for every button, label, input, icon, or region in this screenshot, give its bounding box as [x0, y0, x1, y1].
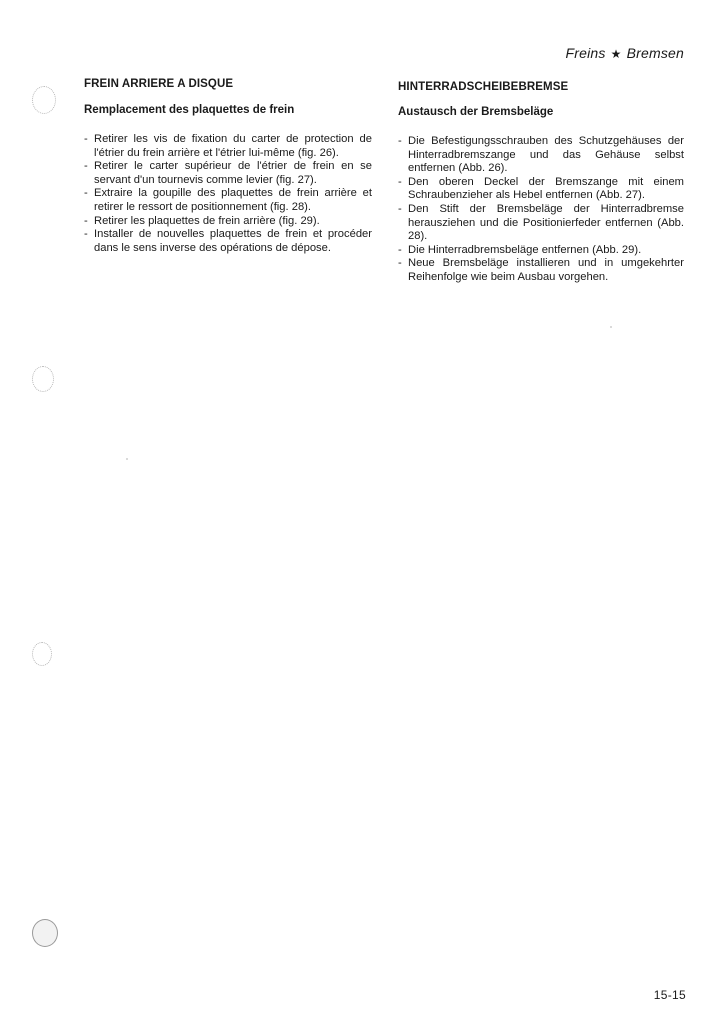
- header-section-fr: Freins: [565, 45, 606, 61]
- list-item: - Installer de nouvelles plaquettes de frein et procéder dans le sens inverse des opérations de dépose.: [84, 228, 372, 255]
- section-subtitle-fr: Remplacement des plaquettes de frein: [84, 104, 295, 116]
- list-item: - Retirer le carter supérieur de l'étrier de frein en se servant d'un tournevis comme levier (fig. 27).: [84, 160, 372, 187]
- list-item: - Den oberen Deckel der Bremszange mit einem Schraubenzieher als Hebel entfernen (Abb. 27).: [398, 176, 684, 203]
- list-item: - Retirer les plaquettes de frein arrière (fig. 29).: [84, 215, 372, 229]
- step-list-fr: [84, 133, 372, 255]
- section-title-de: HINTERRADSCHEIBEBREMSE: [398, 81, 569, 93]
- star-icon: ★: [610, 47, 622, 61]
- list-item: - Neue Bremsbeläge installieren und in umgekehrter Reihenfolge wie beim Ausbau vorgehen.: [398, 257, 684, 284]
- list-item: - Die Hinterradbremsbeläge entfernen (Abb. 29).: [398, 244, 684, 258]
- list-item: - Extraire la goupille des plaquettes de frein arrière et retirer le ressort de positionnement (fig. 28).: [84, 187, 372, 214]
- scan-speck: [126, 458, 128, 460]
- page-number: 15-15: [653, 988, 686, 1002]
- binder-hole-mark: [32, 86, 56, 114]
- list-item: - Retirer les vis de fixation du carter de protection de l'étrier du frein arrière et l'étrier lui-même (fig. 26).: [84, 133, 372, 160]
- page-header: [566, 45, 685, 61]
- list-item: - Den Stift der Bremsbeläge der Hinterradbremse herausziehen und die Positionierfeder entfernen (Abb. 28).: [398, 203, 684, 244]
- list-item: - Die Befestigungsschrauben des Schutzgehäuses der Hinterradbremszange und das Gehäuse selbst entfernen (Abb. 26).: [398, 135, 684, 176]
- german-column: [398, 78, 684, 285]
- binder-hole-mark: [32, 642, 52, 666]
- binder-hole-mark: [32, 366, 54, 392]
- french-column: [84, 78, 372, 255]
- binder-hole-mark: [32, 919, 58, 947]
- section-subtitle-de: Austausch der Bremsbeläge: [398, 106, 554, 118]
- header-section-de: Bremsen: [626, 45, 684, 61]
- scan-speck: [610, 326, 612, 328]
- step-list-de: [398, 135, 684, 285]
- section-title-fr: FREIN ARRIERE A DISQUE: [84, 78, 234, 90]
